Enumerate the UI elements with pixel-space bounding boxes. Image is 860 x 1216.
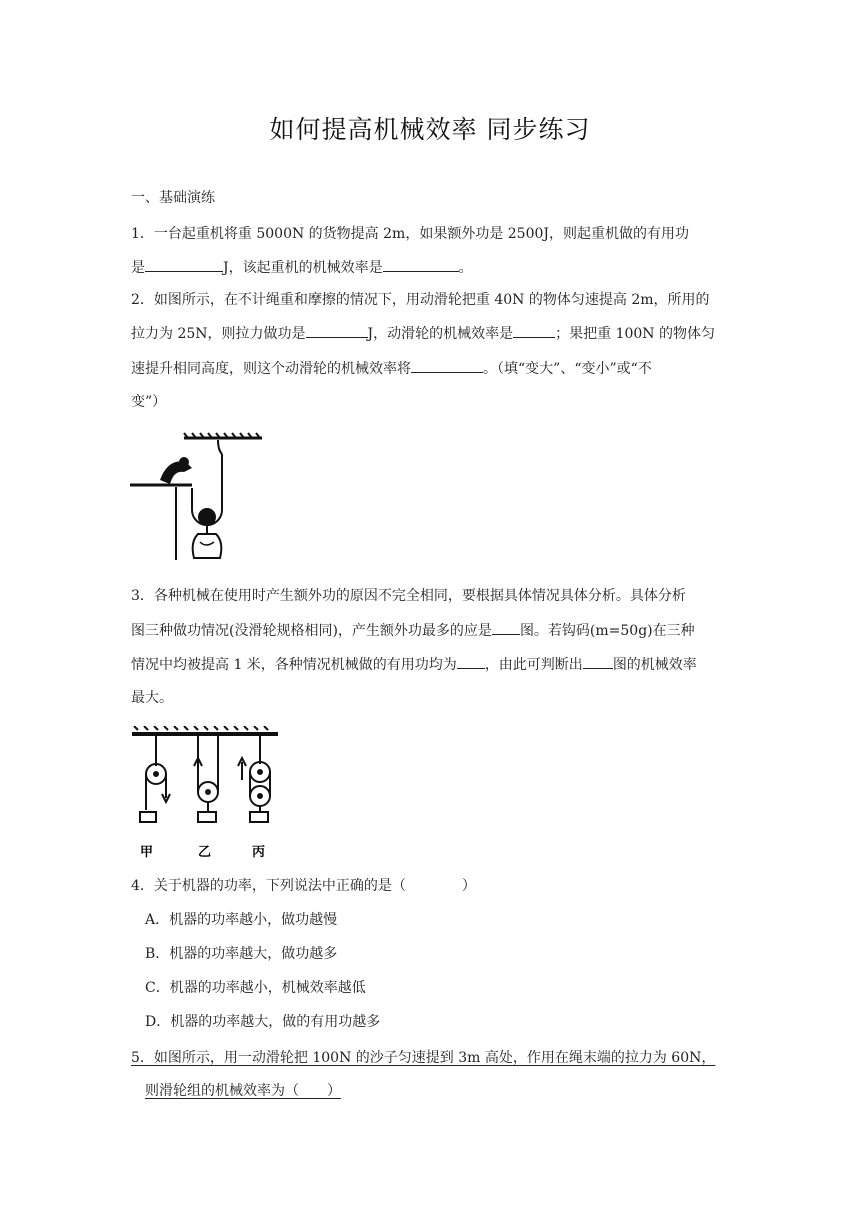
q4-option-d[interactable]: D．机器的功率越大，做的有用功越多	[145, 1014, 381, 1030]
q4-stem: 4．关于机器的功率，下列说法中正确的是（ ）	[131, 878, 476, 894]
fig-label-jia: 甲	[140, 845, 154, 860]
q3-blank-2[interactable]	[457, 654, 485, 669]
q3-text-a: 图三种做功情况(没滑轮规格相同)，产生额外功最多的应是	[131, 623, 492, 639]
q2-text-b: J，动滑轮的机械效率是	[367, 326, 514, 342]
q5-line2: 则滑轮组的机械效率为（ ）	[145, 1083, 341, 1099]
q1-line1: 1．一台起重机将重 5000N 的货物提高 2m，如果额外功是 2500J，则起重机做的有用功	[131, 226, 690, 242]
q3-text-c: 情况中均被提高 1 米，各种情况机械做的有用功均为	[131, 657, 457, 673]
q2-line3	[131, 358, 731, 379]
q3-blank-3[interactable]	[583, 654, 613, 669]
q3-text-e: 图的机械效率	[612, 657, 697, 673]
q1-text-b: J，该起重机的机械效率是	[223, 260, 383, 276]
q2-blank-2[interactable]	[513, 323, 555, 338]
section-heading: 一、基础演练	[131, 190, 215, 206]
q2-line4: 变”）	[131, 394, 167, 410]
q3-line2	[131, 620, 731, 641]
pulley-person-figure	[130, 430, 270, 566]
q2-blank-3[interactable]	[411, 358, 483, 373]
q4-option-b[interactable]: B．机器的功率越大，做功越多	[145, 946, 338, 962]
q2-text-d: 速提升相同高度，则这个动滑轮的机械效率将	[131, 361, 411, 377]
q1-blank-1[interactable]	[145, 257, 223, 272]
q1-text-a: 是	[131, 260, 145, 276]
pulley-icon	[198, 508, 216, 526]
q3-line3	[131, 654, 731, 675]
sandbag-icon	[193, 534, 222, 558]
q3-blank-1[interactable]	[492, 620, 520, 635]
q2-text-e: 。（填“变大”、“变小”或“不	[483, 361, 652, 377]
q1-blank-2[interactable]	[383, 257, 459, 272]
q4-option-a[interactable]: A．机器的功率越小，做功越慢	[145, 912, 338, 928]
q2-text-c: ；果把重 100N 的物体匀	[555, 326, 716, 342]
q3-text-b: 图。若钩码(m=50g)在三种	[519, 623, 695, 639]
q4-option-c[interactable]: C．机器的功率越小，机械效率越低	[145, 980, 366, 996]
fig-label-bing: 丙	[252, 845, 266, 860]
fig-label-yi: 乙	[198, 845, 212, 860]
q3-text-d: ，由此可判断出	[484, 657, 583, 673]
q2-line1: 2．如图所示，在不计绳重和摩擦的情况下，用动滑轮把重 40N 的物体匀速提高 2m，所用的	[131, 292, 710, 308]
q3-line1: 3．各种机械在使用时产生额外功的原因不完全相同，要根据具体情况具体分析。具体分析	[131, 588, 686, 604]
q5-line1: 5．如图所示，用一动滑轮把 100N 的沙子匀速提到 3m 高处，作用在绳末端的拉力为 60N，	[131, 1050, 716, 1066]
q3-line4: 最大。	[131, 690, 173, 706]
q2-line2	[131, 323, 731, 344]
q2-blank-1[interactable]	[306, 323, 368, 338]
q2-text-a: 拉力为 25N，则拉力做功是	[131, 326, 306, 342]
q1-line2	[131, 257, 731, 278]
page-title: 如何提高机械效率 同步练习	[269, 115, 591, 144]
three-pulleys-figure	[132, 726, 282, 862]
q1-text-c: 。	[458, 260, 473, 276]
